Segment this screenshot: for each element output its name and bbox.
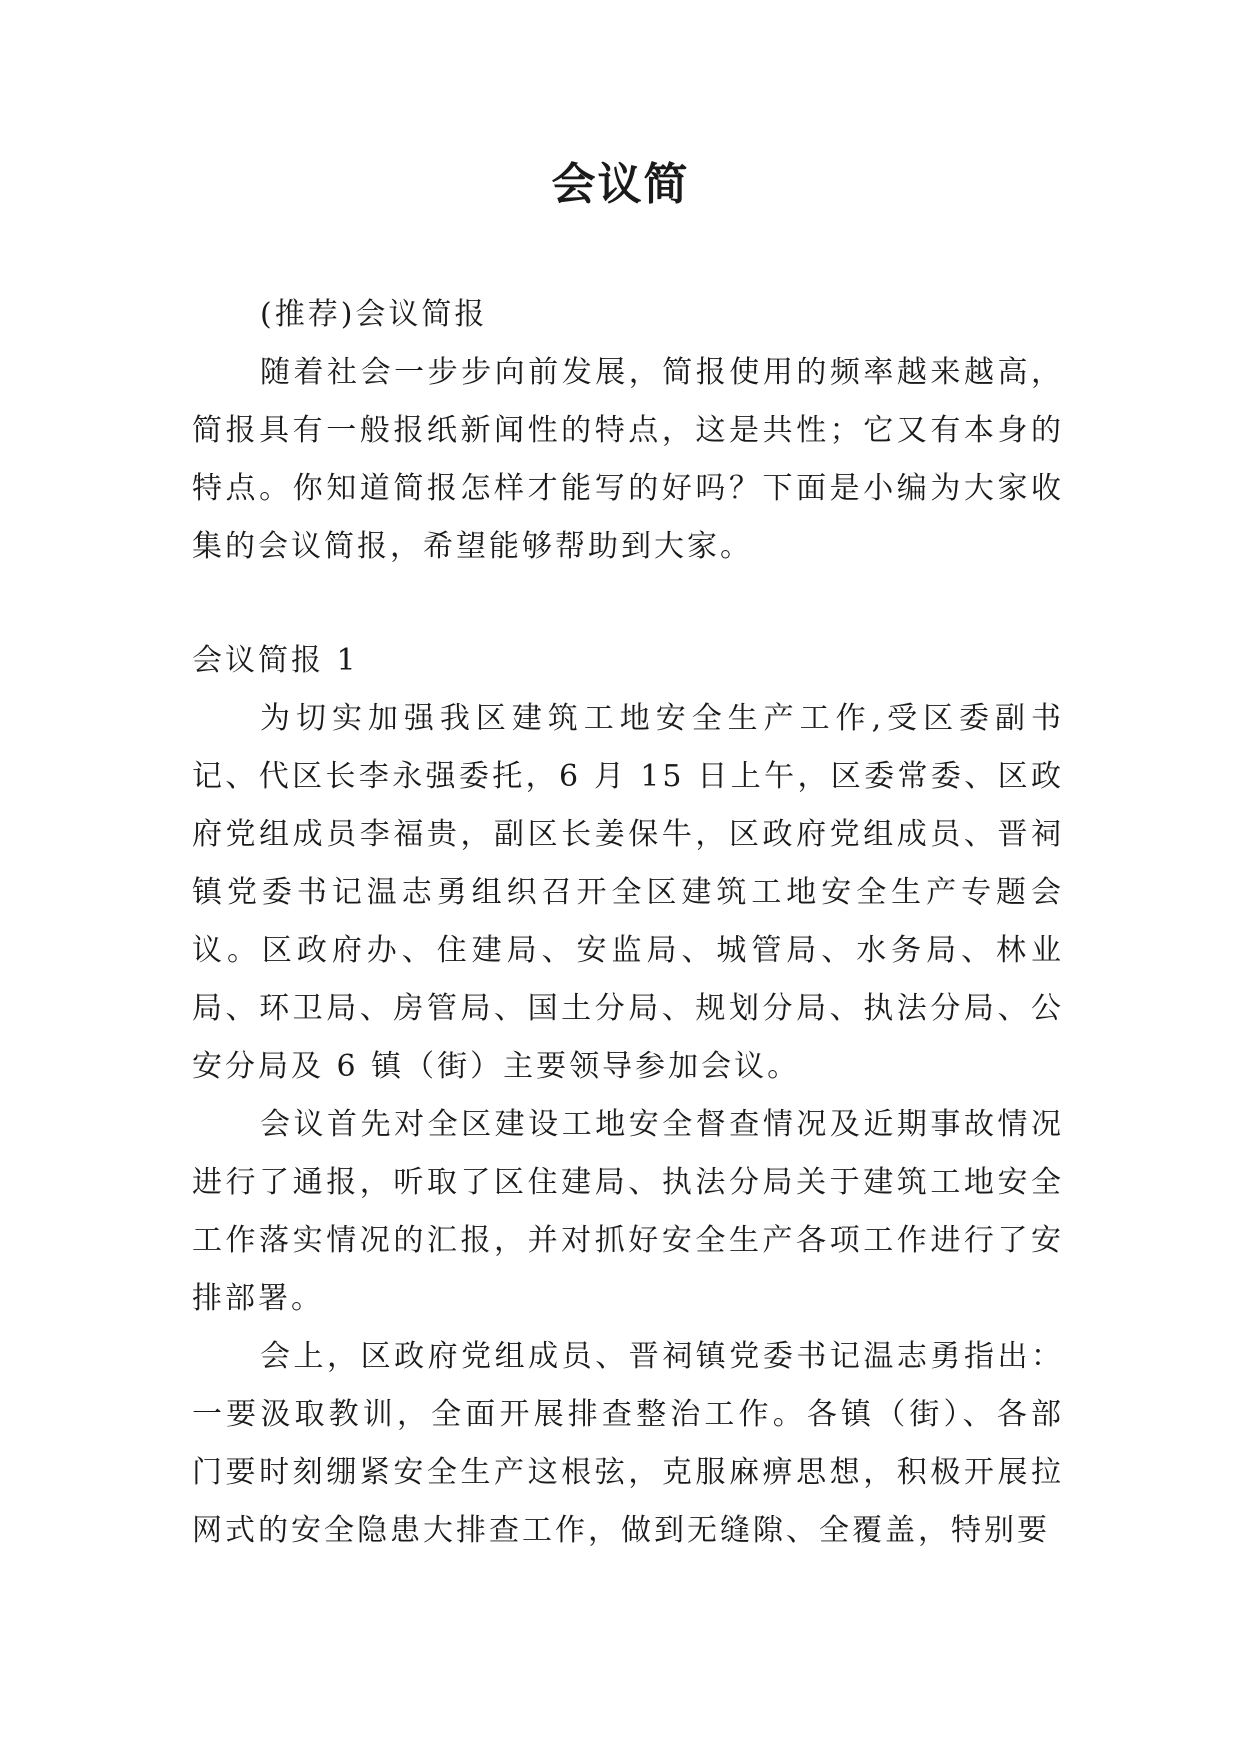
- document-subtitle: (推荐)会议简报: [260, 297, 488, 332]
- intro-paragraph: 随着社会一步步向前发展，简报使用的频率越来越高，简报具有一般报纸新闻性的特点，这是共性；它又有本身的特点。你知道简报怎样才能写的好吗？下面是小编为大家收集的会议简报，希望能够帮助到大家。: [192, 355, 1064, 564]
- section-heading: 会议简报 1: [192, 643, 359, 678]
- body-paragraph: 会上，区政府党组成员、晋祠镇党委书记温志勇指出：一要汲取教训，全面开展排查整治工作。各镇（街）、各部门要时刻绷紧安全生产这根弦，克服麻痹思想，积极开展拉网式的安全隐患大排查工作，做到无缝隙、全覆盖，特别要: [192, 1339, 1064, 1548]
- body-paragraph: 为切实加强我区建筑工地安全生产工作,受区委副书记、代区长李永强委托，6 月 15 日上午，区委常委、区政府党组成员李福贵，副区长姜保牛，区政府党组成员、晋祠镇党委书记温志勇组织召开全区建筑工地安全生产专题会议。区政府办、住建局、安监局、城管局、水务局、林业局、环卫局、房管局、国土分局、规划分局、执法分局、公安分局及 6 镇（街）主要领导参加会议。: [192, 701, 1064, 1084]
- document-title: 会议简: [551, 159, 690, 210]
- document-body: [192, 286, 1064, 1560]
- body-paragraph: 会议首先对全区建设工地安全督查情况及近期事故情况进行了通报，听取了区住建局、执法分局关于建筑工地安全工作落实情况的汇报，并对抓好安全生产各项工作进行了安排部署。: [192, 1107, 1064, 1316]
